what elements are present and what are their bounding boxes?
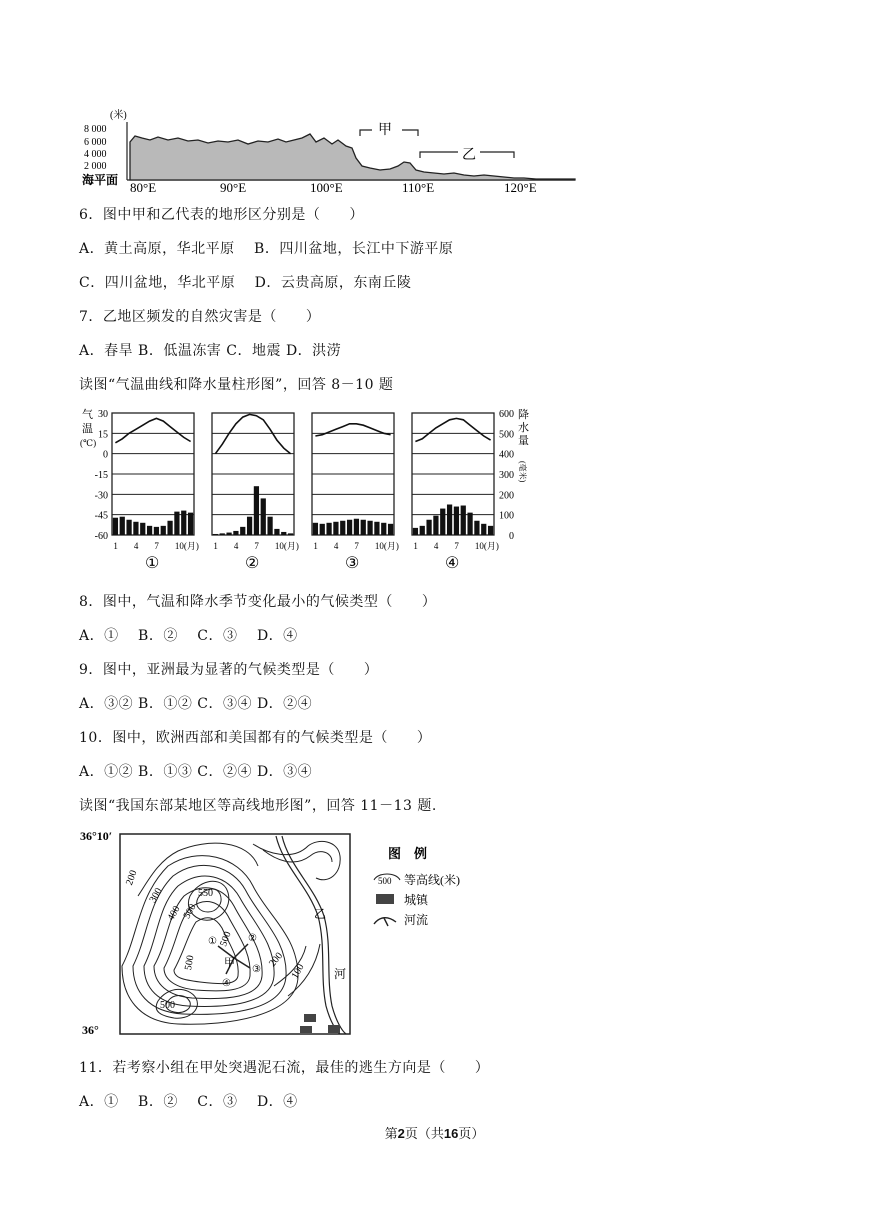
precip-bar [254, 486, 259, 535]
precip-bar [488, 526, 493, 535]
arrow-label: ② [248, 933, 257, 944]
footer-suffix: 页） [458, 1127, 485, 1142]
precip-bar [413, 528, 418, 535]
precip-bar [333, 522, 338, 535]
question-11-options: A．① B．② C．③ D．④ [79, 1094, 298, 1110]
question-8-options: A．① B．② C．③ D．④ [79, 628, 298, 644]
page-footer [0, 1123, 869, 1142]
precip-bar [288, 533, 293, 535]
legend-town-symbol [376, 894, 394, 904]
precip-axis-title [518, 407, 529, 483]
precip-bar [340, 521, 345, 535]
precip-tick-label: 500 [499, 429, 514, 441]
question-7-options: A．春旱 B．低温冻害 C．地震 D．洪涝 [79, 343, 342, 359]
elevation-label: 100 [289, 962, 307, 981]
month-tick-label: 1 [113, 541, 118, 551]
profile-label-jia: 甲 [378, 123, 392, 138]
precip-tick-label: 100 [499, 510, 514, 522]
month-tick-label: 4 [233, 541, 239, 551]
elevation-label: 550 [198, 888, 213, 899]
precip-bar [347, 520, 352, 535]
precip-bar [313, 523, 318, 535]
map-legend [374, 846, 460, 927]
month-tick-label: 10(月) [474, 541, 499, 551]
precip-tick-label: 200 [499, 490, 514, 502]
question-9-options: A．③② B．①② C．③④ D．②④ [79, 696, 313, 712]
intro-8-10: 读图“气温曲线和降水量柱形图”，回答 8－10 题 [79, 377, 394, 393]
profile-x-tick: 100°E [310, 180, 343, 195]
profile-x-tick: 90°E [220, 180, 247, 195]
profile-sea-level-label: 海平面 [82, 173, 119, 187]
temp-tick-label: -15 [94, 470, 108, 481]
climate-panel-label: ① [145, 555, 160, 572]
precip-bar [181, 511, 186, 535]
arrow-label: ③ [252, 964, 261, 975]
precip-bar [467, 513, 472, 535]
temp-tick-label: -60 [94, 531, 108, 542]
footer-total-pages: 16 [443, 1126, 459, 1141]
precip-bar [374, 522, 379, 535]
precip-bar [188, 513, 193, 535]
precip-bar [474, 521, 479, 535]
question-6-stem: 6．图中甲和乙代表的地形区分别是（ ） [79, 207, 364, 223]
question-6-options-row-2: C．四川盆地，华北平原 D．云贵高原，东南丘陵 [79, 275, 412, 291]
profile-label-yi: 乙 [462, 148, 476, 163]
precip-bar [433, 516, 438, 535]
precip-tick-label: 400 [499, 449, 514, 461]
precip-bar [133, 522, 138, 535]
arrow-label: ④ [222, 978, 231, 989]
precip-bar [481, 524, 486, 535]
elevation-label: 200 [267, 950, 286, 970]
map-label-yi: 乙 [314, 907, 327, 921]
precip-bar [426, 520, 431, 535]
elevation-label: 500 [160, 1000, 175, 1011]
precip-bar [354, 519, 359, 535]
temp-tick-label: -30 [94, 490, 108, 502]
temp-axis-title-char: 温 [82, 423, 93, 435]
month-tick-label: 10(月) [274, 541, 299, 551]
precip-bar [167, 521, 172, 535]
temp-tick-label: 0 [103, 449, 108, 461]
precip-axis-title-char: (毫米) [518, 461, 527, 483]
footer-middle: 页（共 [404, 1127, 444, 1142]
latitude-top-label: 36°10′ [80, 829, 113, 843]
month-tick-label: 1 [213, 541, 218, 551]
map-label-jia: 甲 [224, 957, 235, 969]
precip-bar [140, 523, 145, 535]
town-marker [304, 1014, 316, 1022]
footer-page-number: 2 [397, 1126, 405, 1141]
profile-y-tick: 4 000 [84, 149, 107, 160]
legend-river-label: 河流 [404, 913, 429, 927]
month-tick-label: 10(月) [174, 541, 199, 551]
precip-bar [381, 523, 386, 535]
precip-bar [281, 532, 286, 535]
precip-tick-label: 300 [499, 470, 514, 481]
precip-bar [274, 529, 279, 535]
map-label-river: 河 [334, 967, 347, 981]
temp-tick-label: 15 [98, 429, 108, 441]
legend-river-symbol [374, 918, 396, 926]
question-8-stem: 8．图中，气温和降水季节变化最小的气候类型（ ） [79, 594, 437, 610]
climate-panel-label: ④ [445, 555, 460, 572]
precip-bar [326, 523, 331, 535]
legend-title: 图 例 [388, 846, 428, 861]
precip-bar [447, 505, 452, 536]
question-7-stem: 7．乙地区频发的自然灾害是（ ） [79, 309, 321, 325]
temp-axis-title [80, 407, 96, 448]
profile-y-tick: 8 000 [84, 124, 107, 135]
precip-bar [240, 527, 245, 535]
precip-axis-title-char: 降 [518, 409, 529, 421]
precip-bar [220, 533, 225, 535]
precip-bar [440, 509, 445, 535]
elevation-label: 300 [147, 886, 165, 905]
legend-contour-label: 等高线(米) [404, 873, 460, 887]
month-tick-label: 4 [333, 541, 339, 551]
precip-tick-label: 600 [499, 409, 514, 420]
legend-contour-value: 500 [378, 876, 392, 886]
precip-tick-label: 0 [509, 531, 514, 542]
precip-axis-title-char: 水 [518, 422, 529, 434]
precip-bar [361, 520, 366, 535]
arrow-label: ① [208, 936, 217, 947]
question-10-stem: 10．图中，欧洲西部和美国都有的气候类型是（ ） [79, 730, 432, 746]
precip-bar [113, 518, 118, 535]
climate-panel-label: ③ [345, 555, 360, 572]
elevation-label: 500 [181, 902, 199, 921]
month-tick-label: 7 [254, 541, 259, 551]
precip-bar [233, 531, 238, 535]
climate-charts-figure [80, 405, 535, 575]
profile-terrain-area [130, 134, 575, 180]
month-tick-label: 10(月) [374, 541, 399, 551]
month-tick-label: 4 [433, 541, 439, 551]
precip-bar [213, 534, 218, 535]
precip-bar [454, 507, 459, 535]
temp-tick-label: 30 [98, 409, 108, 420]
legend-town-label: 城镇 [404, 893, 429, 907]
intro-11-13: 读图“我国东部某地区等高线地形图”，回答 11－13 题. [79, 798, 437, 814]
temp-tick-label: -45 [94, 510, 108, 522]
latitude-bottom-label: 36° [82, 1023, 99, 1037]
profile-y-unit: (米) [110, 110, 127, 121]
month-tick-label: 7 [454, 541, 459, 551]
elevation-label: 200 [124, 868, 140, 887]
precip-axis-title-char: 量 [518, 435, 529, 447]
question-9-stem: 9．图中，亚洲最为显著的气候类型是（ ） [79, 662, 379, 678]
profile-x-tick: 120°E [504, 180, 537, 195]
profile-x-tick: 110°E [402, 180, 435, 195]
profile-y-tick: 2 000 [84, 161, 107, 172]
temp-axis-title-char: (℃) [80, 438, 97, 448]
month-tick-label: 1 [313, 541, 318, 551]
precip-bar [388, 524, 393, 535]
precip-bar [126, 520, 131, 535]
precip-bar [120, 517, 125, 535]
precip-bar [154, 527, 159, 535]
precip-bar [261, 498, 266, 535]
month-tick-label: 1 [413, 541, 418, 551]
town-marker [328, 1025, 340, 1033]
question-10-options: A．①② B．①③ C．②④ D．③④ [79, 764, 313, 780]
precip-bar [161, 526, 166, 535]
precip-bar [174, 512, 179, 535]
terrain-profile-figure [80, 100, 580, 195]
month-tick-label: 4 [133, 541, 139, 551]
precip-bar [420, 526, 425, 535]
temp-axis-title-char: 气 [82, 409, 93, 421]
precip-bar [320, 524, 325, 535]
profile-y-tick: 6 000 [84, 137, 107, 148]
elevation-label: 500 [218, 930, 234, 949]
month-tick-label: 7 [354, 541, 359, 551]
profile-x-tick: 80°E [130, 180, 157, 195]
question-6-options-row-1: A．黄土高原，华北平原 B．四川盆地，长江中下游平原 [79, 241, 454, 257]
town-marker [300, 1026, 312, 1033]
footer-prefix: 第 [384, 1127, 398, 1142]
climate-panel-label: ② [245, 555, 260, 572]
precip-bar [147, 526, 152, 535]
precip-bar [267, 517, 272, 535]
contour-map-figure [78, 826, 473, 1040]
precip-bar [226, 533, 231, 535]
elevation-label: 400 [165, 904, 183, 923]
precip-bar [367, 521, 372, 535]
elevation-label: 500 [183, 954, 197, 972]
precip-bar [247, 517, 252, 535]
month-tick-label: 7 [154, 541, 159, 551]
question-11-stem: 11．若考察小组在甲处突遇泥石流，最佳的逃生方向是（ ） [79, 1060, 490, 1076]
precip-bar [461, 506, 466, 535]
